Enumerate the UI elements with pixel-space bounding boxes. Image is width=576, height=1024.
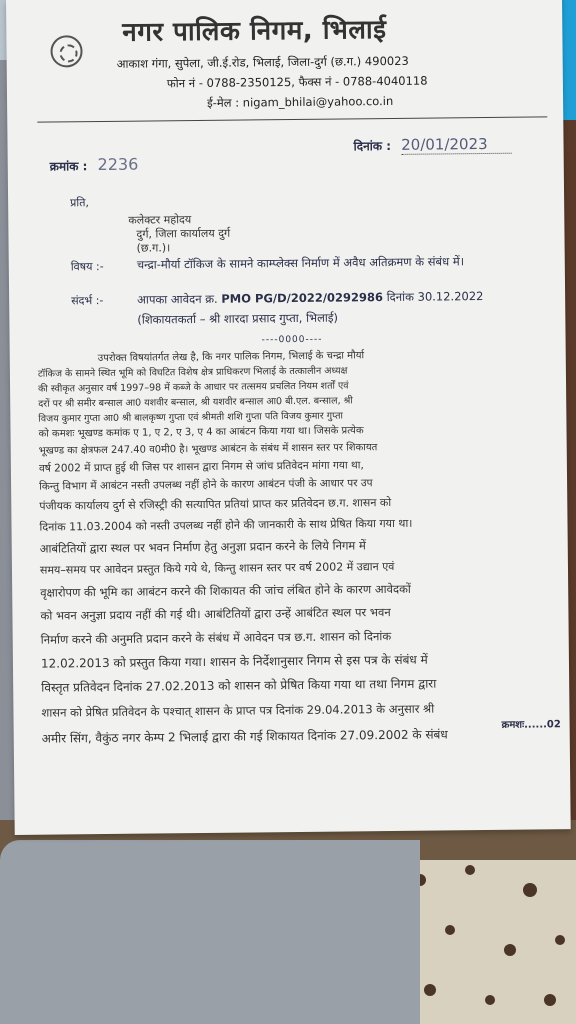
body-line: वृक्षारोपण की भूमि का आबंटन करने की शिकायत की जांच लंबित होने के कारण आवेदकों (40, 581, 411, 600)
letter-date-label: दिनांक : (353, 138, 392, 154)
body-line: शासन को प्रेषित प्रतिवेदन के पश्चात् शासन के प्राप्त पत्र दिनांक 29.04.2013 के अनुसार श्री (41, 701, 435, 720)
body-line: अमीर सिंग, वैकुंठ नगर केम्प 2 भिलाई द्वारा की गई शिकायत दिनांक 27.09.2002 के संबंध (41, 727, 448, 746)
body-line: पंजीयक कार्यालय दुर्ग से रजिस्ट्री की सत्यापित प्रतियां प्राप्त कर प्रतिवेदन छ.ग. शासन को (39, 495, 392, 513)
subject-text: चन्द्रा-मौर्या टॉकिज के सामने काम्प्लेक्स निर्माण में अवैध अतिक्रमण के संबंध में। (136, 254, 465, 272)
background-fabric (0, 840, 420, 1024)
reference (137, 289, 483, 308)
header-divider (37, 116, 547, 122)
reference-date: दिनांक 30.12.2022 (386, 289, 484, 305)
body-line: की स्वीकृत अनुसार वर्ष 1997–98 में कब्जे के आधार पर तत्समय प्रचलित नियम शर्तों एवं (38, 380, 349, 395)
body-line: दिनांक 11.03.2004 को नस्ती उपलब्ध नहीं होने की जानकारी के साथ प्रेषित किया गया था। (39, 516, 413, 534)
body-line: निर्माण करने की अनुमति प्रदान करने के संबंध में आवेदन पत्र छ.ग. शासन को दिनांक (40, 629, 392, 647)
salutation: प्रति, (70, 196, 90, 210)
separator: ----0000---- (261, 334, 323, 346)
body-line: वर्ष 2002 में प्राप्त हुई थी जिस पर शासन द्वारा निगम से जांच प्रतिवेदन मांगा गया था, (38, 459, 364, 475)
body-line: विजय कुमार गुप्ता आ0 श्री बालकृष्ण गुप्ता एवं श्रीमती शशि गुप्ता पति विजय कुमार गुप्ता (38, 410, 343, 425)
body-line: समय–समय पर आवेदन प्रस्तुत किये गये थे, किन्तु शासन स्तर पर वर्ष 2002 में उद्यान एवं (39, 559, 395, 577)
org-address: आकाश गंगा, सुपेला, जी.ई.रोड, भिलाई, जिला-दुर्ग (छ.ग.) 490023 (116, 53, 409, 71)
complainant: (शिकायतकर्ता – श्री शारदा प्रसाद गुप्ता, भिलाई) (137, 310, 339, 327)
org-phone: फोन नं - 0788-2350125, फैक्स नं - 0788-4040118 (166, 73, 428, 91)
org-email: ई-मेल : nigam_bhilai@yahoo.co.in (207, 93, 394, 110)
org-name: नगर पालिक निगम, भिलाई (122, 15, 387, 48)
continuation-mark: क्रमशः......02 (501, 719, 561, 731)
letter-number-label: क्रमांक : (49, 159, 88, 174)
letter-date-value: 20/01/2023 (401, 135, 511, 155)
body-line: टॉकिज के सामने स्थित भूमि को विघटित विशेष क्षेत्र प्राधिकरण भिलाई के तत्कालीन अध्यक्ष (37, 365, 348, 380)
body-line: विस्तृत प्रतिवेदन दिनांक 27.02.2013 को शासन को प्रेषित किया गया था तथा निगम द्वारा (41, 676, 437, 695)
recipient-line: (छ.ग.)। (136, 241, 171, 255)
subject-label: विषय :- (70, 259, 104, 274)
letter-page (6, 0, 571, 835)
recipient-line: कलेक्टर महोदय (128, 213, 192, 227)
body-line: आबंटितियों द्वारा स्थल पर भवन निर्माण हेतु अनुज्ञा प्रदान करने के लिये निगम में (39, 538, 366, 556)
reference-prefix: आपका आवेदन क्र. (137, 291, 218, 307)
letter-date (353, 135, 511, 156)
body-line: किन्तु विभाग में आबंटन नस्ती उपलब्ध नहीं होने के कारण आबंटन पंजी के आधार पर उप (39, 477, 373, 493)
reference-number: PMO PG/D/2022/0292986 (221, 290, 384, 306)
recipient-line: दुर्ग, जिला कार्यालय दुर्ग (136, 226, 231, 241)
emblem-icon (50, 35, 82, 67)
body-line: को कमशः भूखण्ड कमांक ए 1, ए 2, ए 3, ए 4 का आबंटन किया गया था। जिसके प्रत्येक (38, 425, 364, 440)
letter-number (50, 155, 139, 175)
letter-number-value: 2236 (97, 154, 139, 175)
letter-body (38, 346, 562, 751)
body-line: 12.02.2013 को प्रस्तुत किया गया। शासन के निर्देशानुसार निगम से इस पत्र के संबंध में (40, 652, 428, 671)
body-line: दरों पर श्री समीर बन्साल आ0 यशवीर बन्साल, श्री यशवीर बन्साल आ0 बी.एल. बन्साल, श्री (38, 395, 353, 410)
body-line: भूखण्ड का क्षेत्रफल 247.40 व0मी0 है। भूखण्ड आबंटन के संबंध में शासन स्तर पर शिकायत (38, 442, 378, 457)
reference-label: संदर्भ :- (71, 293, 104, 308)
body-line: को भवन अनुज्ञा प्रदाय नहीं की गई थी। आबंटितियों द्वारा उन्हें आबंटित स्थल पर भवन (40, 605, 391, 623)
body-line: उपरोक्त विषयांतर्गत लेख है, कि नगर पालिक निगम, भिलाई के चन्द्रा मौर्या (97, 350, 365, 365)
